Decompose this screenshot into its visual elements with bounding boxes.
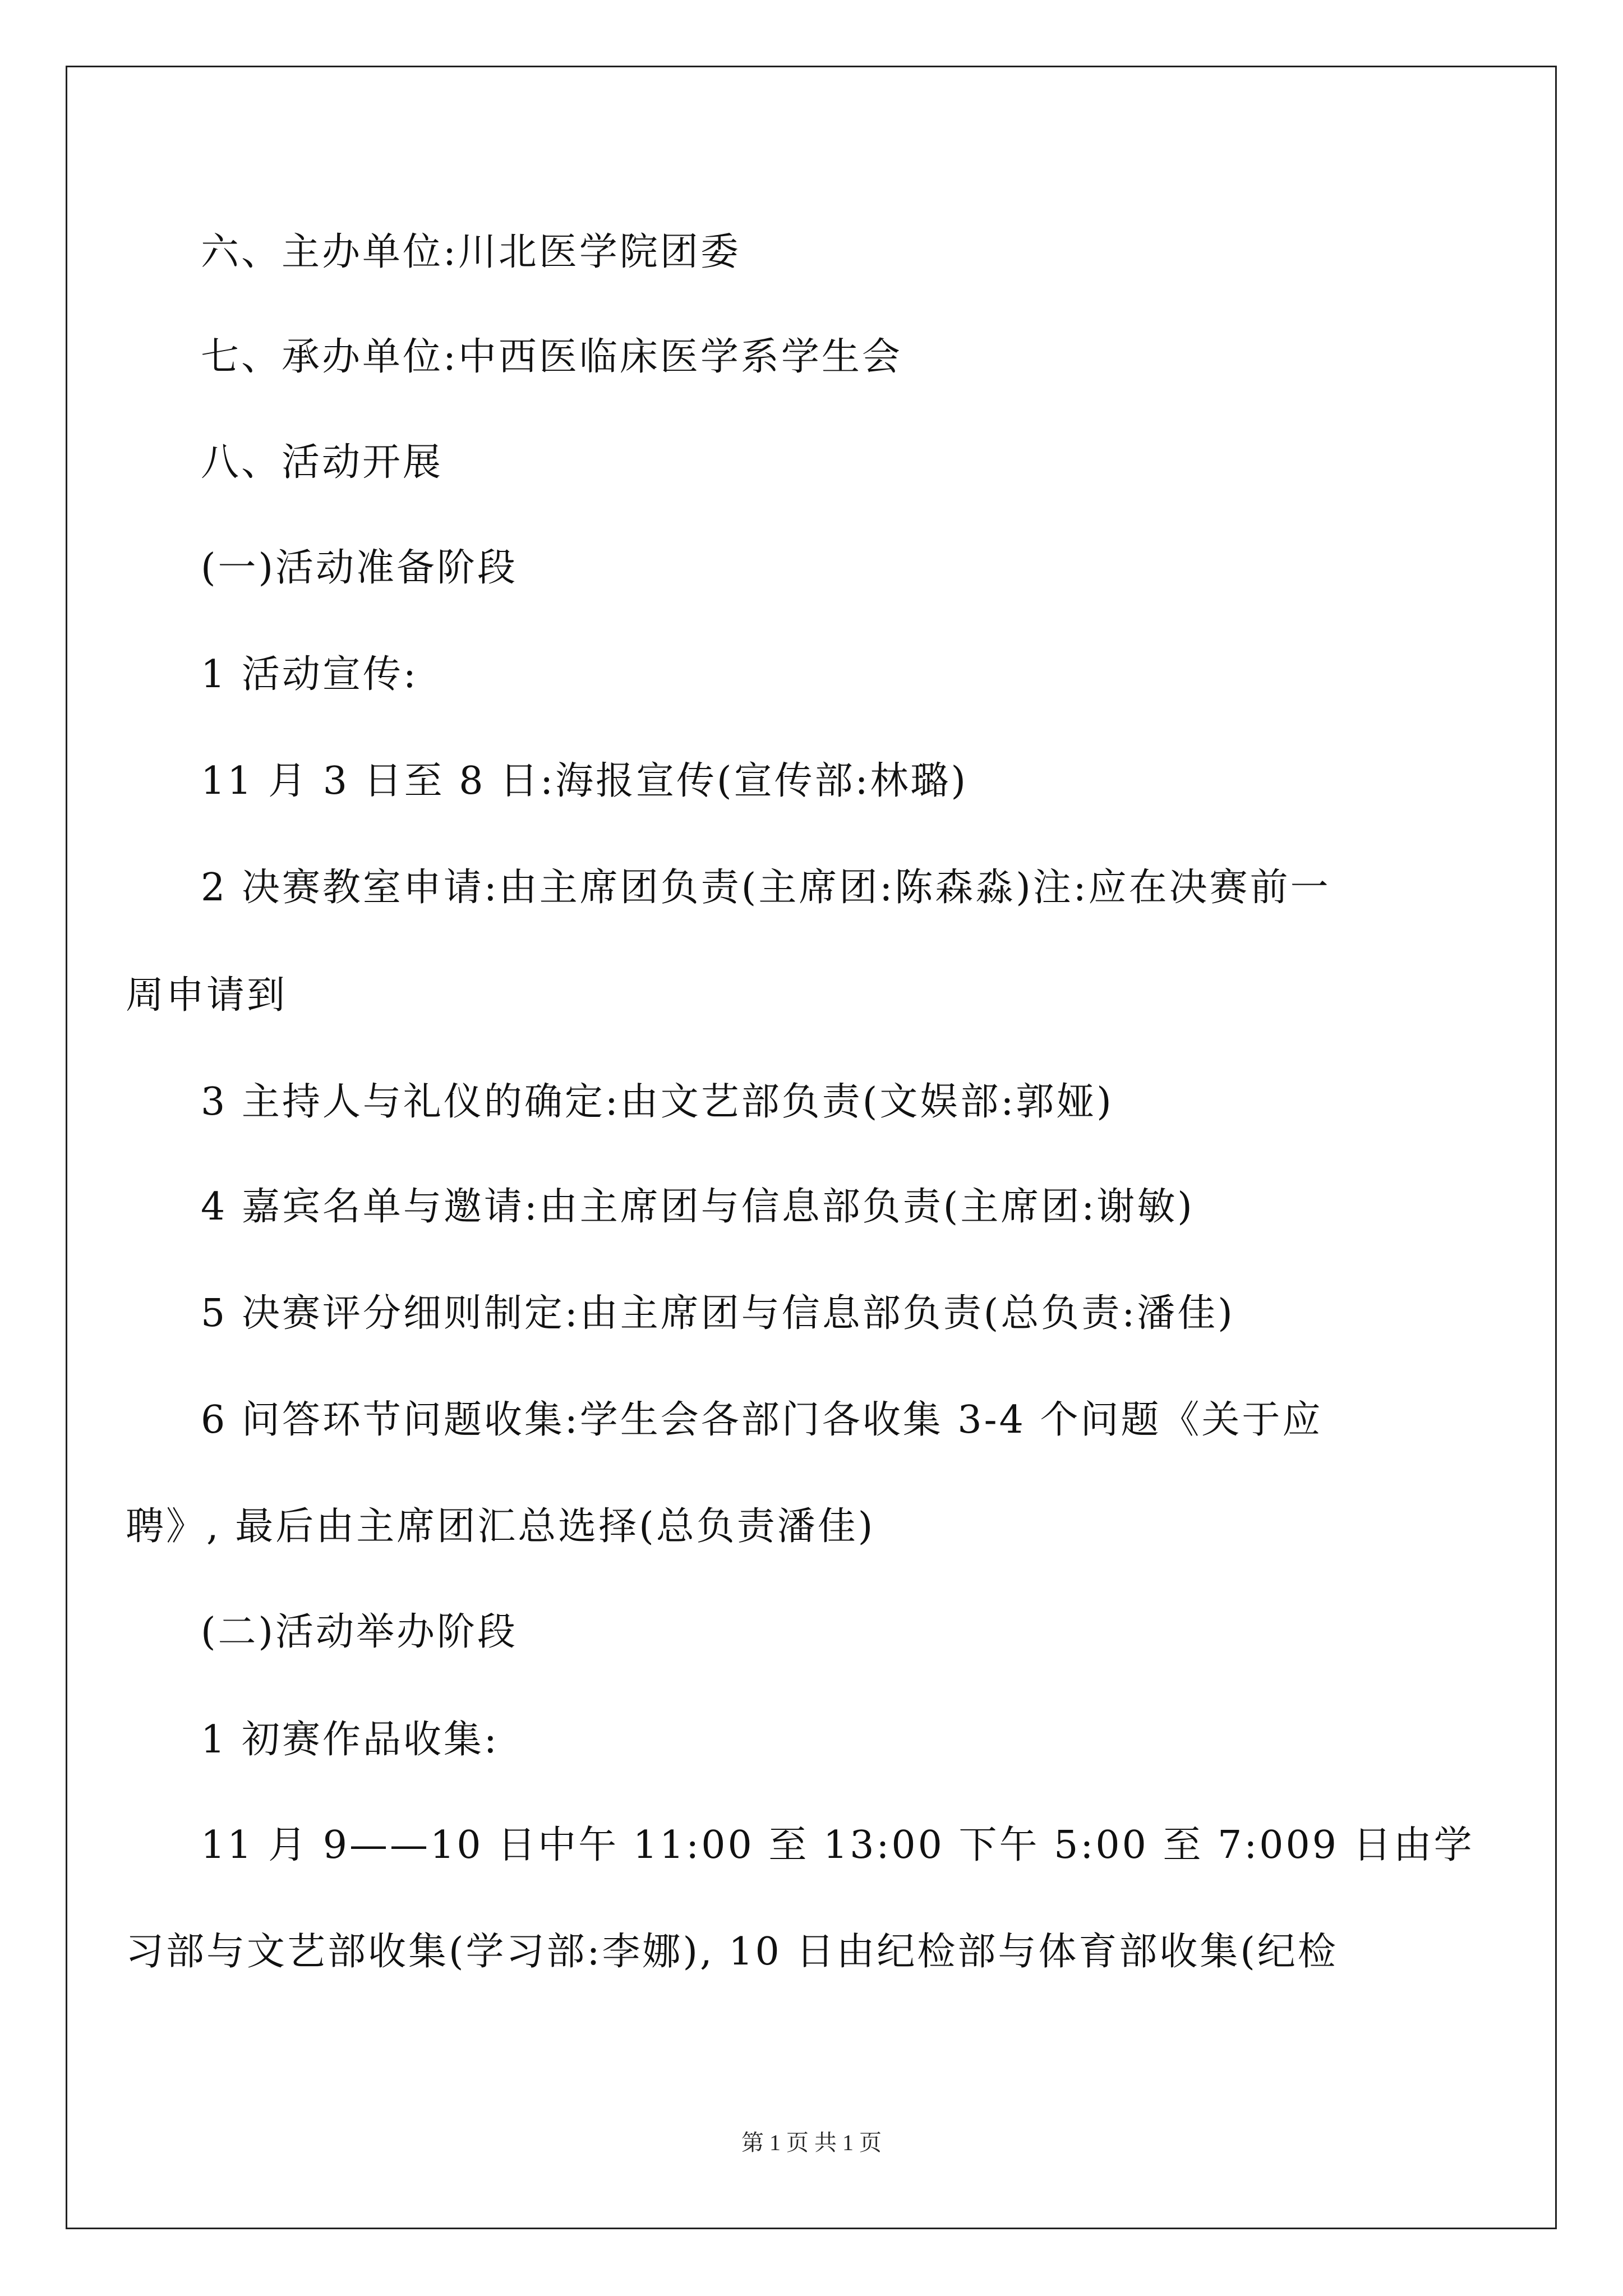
paragraph-guest-list: 4 嘉宾名单与邀请:由主席团与信息部负责(主席团:谢敏) [201,1185,1195,1229]
paragraph-holding-stage: (二)活动举办阶段 [201,1610,518,1654]
paragraph-question-collection-cont: 聘》, 最后由主席团汇总选择(总负责潘佳) [126,1504,875,1549]
paragraph-classroom-application-cont: 周申请到 [126,973,288,1018]
paragraph-question-collection: 6 问答环节问题收集:学生会各部门各收集 3-4 个问题《关于应 [201,1398,1323,1442]
paragraph-activity-section: 八、活动开展 [201,440,444,485]
paragraph-host-etiquette: 3 主持人与礼仪的确定:由文艺部负责(文娱部:郭娅) [201,1080,1114,1124]
paragraph-publicity: 1 活动宣传: [201,652,418,697]
paragraph-preliminary-collection: 1 初赛作品收集: [201,1718,499,1762]
paragraph-scoring-rules: 5 决赛评分细则制定:由主席团与信息部负责(总负责:潘佳) [201,1291,1235,1336]
page-border [66,66,1557,2229]
paragraph-classroom-application: 2 决赛教室申请:由主席团负责(主席团:陈森淼)注:应在决赛前一 [201,866,1331,910]
page-footer: 第 1 页 共 1 页 [741,2130,882,2155]
paragraph-poster-dates: 11 月 3 日至 8 日:海报宣传(宣传部:林璐) [201,759,969,803]
paragraph-collection-schedule: 11 月 9——10 日中午 11:00 至 13:00 下午 5:00 至 7:009 日由学 [201,1823,1474,1867]
paragraph-preparation-stage: (一)活动准备阶段 [201,546,518,590]
paragraph-collection-schedule-cont: 习部与文艺部收集(学习部:李娜), 10 日由纪检部与体育部收集(纪检 [126,1930,1338,1974]
paragraph-organizer: 六、主办单位:川北医学院团委 [201,230,741,274]
paragraph-co-organizer: 七、承办单位:中西医临床医学系学生会 [201,335,902,379]
